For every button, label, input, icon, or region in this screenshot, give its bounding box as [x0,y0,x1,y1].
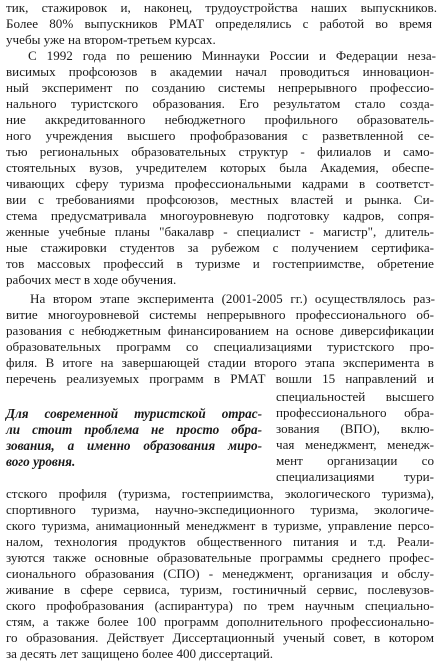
text-line: стема предусматривала многоуровневую подготовку кадров, сопря- [6,208,434,223]
text-line: учебы уже на втором-третьем курсах. [6,32,216,47]
text-line: мент организации со [276,453,434,468]
pull-quote-line: зования, а именно образования миро- [6,438,262,453]
text-line: разования с небюджетным финансированием на основе диверсификации [6,323,434,338]
text-line: вии с требованиями профсоюзов, местных властей и рынка. Си- [6,192,434,207]
text-line: за десять лет защищено более 400 диссертаций. [6,646,274,661]
text-line: Более 80% выпускников РМАТ определялись с работой во время [6,16,432,31]
text-line: специальностей высшего [276,389,434,404]
pull-quote-line: ли стоит проблема не просто обра- [6,422,262,437]
text-line: перечень реализуемых программ в РМАТ вошли 15 направлений и [6,371,434,386]
text-line: ные стажировки студентов за рубежом с получением сертифика- [6,240,434,255]
text-line: живание в сфере сервиса, туризм, гостиничный сервис, послевузов- [6,582,434,597]
text-line: тов массовых профессий в туризме и гостеприимстве, обретение [6,256,434,271]
text-line: стям, а также более 100 программ дополнительного профессионально- [6,614,434,629]
text-line: ние аккредитованного небюджетного профильного образователь- [6,112,434,127]
text-line: чая менеджмент, менедж- [276,437,434,452]
text-line: На втором этапе эксперимента (2001-2005 гг.) осуществлялось раз- [30,291,435,306]
text-line: филя. В итоге на завершающей стадии второго этапа эксперимента в [6,355,434,370]
text-line: С 1992 года по решению Миннауки России и Федерации неза- [28,48,436,63]
text-line: тик, стажировок и, наконец, трудоустройства наших выпускников. [6,0,437,15]
text-line: ского профобразования (аспирантура) по трем научным специально- [6,598,434,613]
text-line: ского туризма, анимационный менеджмент в туризме, управление персо- [6,518,434,533]
text-line: ного учреждения высшего профобразования с разветвленной се- [6,128,434,143]
text-line: специализациями тури- [276,469,434,484]
text-line: профессионального обра- [276,405,434,420]
text-line: тью региональных образовательных структур - филиалов и само- [6,144,434,159]
text-line: налом, технология продуктов общественного питания и т.д. Реали- [6,534,434,549]
text-line: го образования. Действует Диссертационный ученый совет, в котором [6,630,434,645]
text-line: зуются также основные образовательные программы среднего профес- [6,550,434,565]
pull-quote-line: Для современной туристской отрас- [6,406,262,421]
text-line: чивающих сферу туризма профессиональными кадрами в соответст- [6,176,434,191]
text-line: нального туристского образования. Его результатом стало созда- [6,96,434,111]
text-line: спортивного туризма, научно-экспедиционного туризма, экологиче- [6,502,434,517]
text-line: образовательных программ со специализациями туристского про- [6,339,434,354]
text-line: сионального образования (СПО) - менеджмент, организация и обслу- [6,566,434,581]
text-line: рабочих мест в ходе обучения. [6,272,177,287]
text-line: витие многоуровневой системы непрерывного профессионального об- [6,307,434,322]
text-line: ный эксперимент по созданию системы непрерывного профессио- [6,80,434,95]
text-line: женные учебные планы "бакалавр - специалист - магистр", длитель- [6,224,434,239]
text-line: висимых профсоюзов в академии начал проводиться инновацион- [6,64,434,79]
pull-quote-line: вого уровня. [6,454,76,469]
text-line: зования (ВПО), вклю- [276,421,434,436]
text-line: стского профиля (туризма, гостеприимства, экологического туризма), [6,486,434,501]
text-line: стоятельных вузов, учредителем которых была Академия, обеспе- [6,160,434,175]
